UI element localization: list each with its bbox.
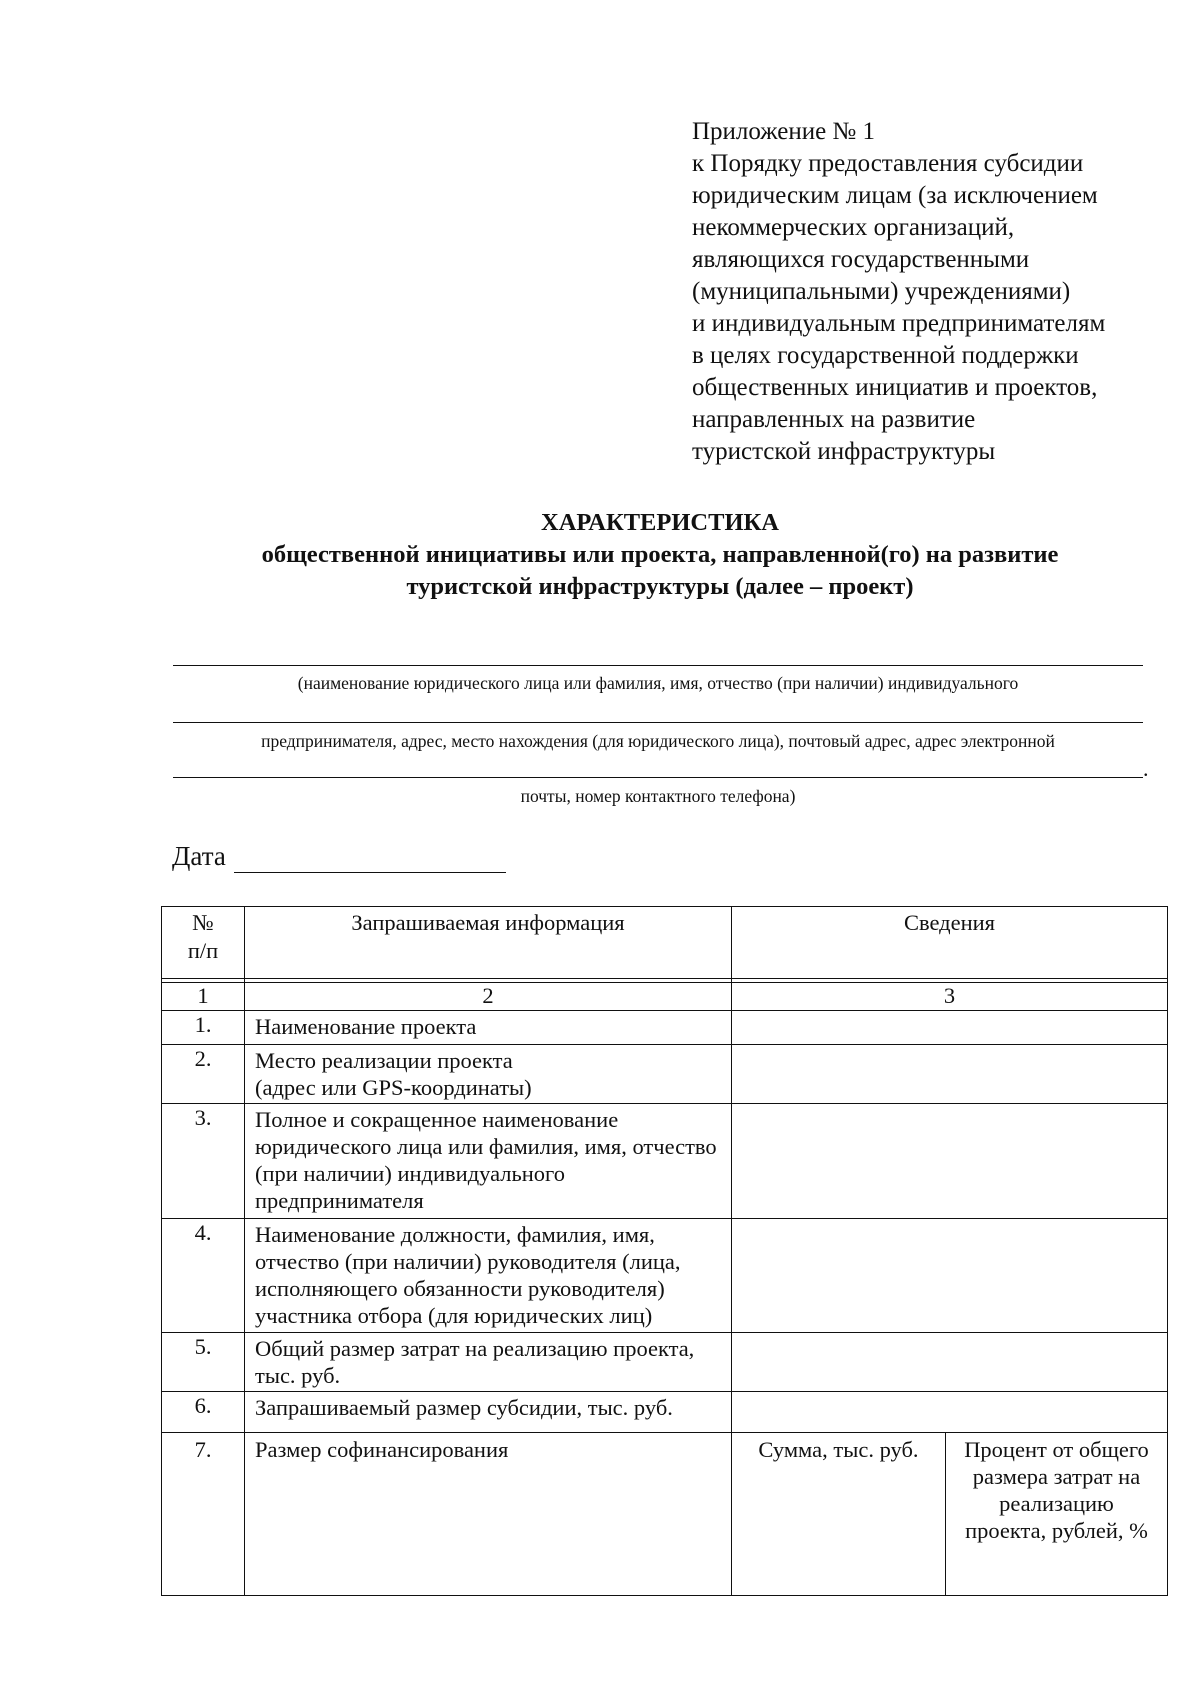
- appendix-line: Приложение № 1: [692, 118, 876, 145]
- appendix-line: общественных инициатив и проектов,: [692, 374, 1098, 401]
- applicant-caption-2: предпринимателя, адрес, место нахождения (для юридического лица), почтовый адрес, адрес электронной: [261, 731, 1055, 751]
- row-value-cell[interactable]: [732, 1333, 1168, 1392]
- table-row: [162, 1104, 1168, 1219]
- appendix-line: некоммерческих организаций,: [692, 214, 1015, 241]
- table-row: [162, 1433, 1168, 1596]
- row-number: 1.: [162, 1011, 245, 1045]
- row-label: Запрашиваемый размер субсидии, тыс. руб.: [245, 1392, 732, 1433]
- title-line-2: общественной инициативы или проекта, направленной(го) на развитие: [261, 541, 1059, 568]
- row-number: 2.: [162, 1045, 245, 1104]
- row-number: 6.: [162, 1392, 245, 1433]
- row-number: 3.: [162, 1104, 245, 1219]
- applicant-caption-1: (наименование юридического лица или фамилия, имя, отчество (при наличии) индивидуального: [297, 673, 1019, 693]
- applicant-caption-3: почты, номер контактного телефона): [520, 786, 796, 806]
- row-label: Размер софинансирования: [245, 1433, 732, 1596]
- column-number: 1: [162, 983, 245, 1011]
- row-label: Полное и сокращенное наименование юридического лица или фамилия, имя, отчество (при наличии) индивидуального предпринимателя: [245, 1104, 732, 1219]
- date-fill-line[interactable]: [234, 845, 506, 873]
- header-num: № п/п: [162, 907, 245, 979]
- appendix-line: туристской инфраструктуры: [692, 438, 996, 465]
- row-number: 4.: [162, 1219, 245, 1333]
- applicant-fill-line-1[interactable]: [173, 665, 1143, 666]
- header-info: Запрашиваемая информация: [245, 907, 732, 979]
- applicant-fill-line-3[interactable]: [173, 777, 1143, 778]
- table-column-numbers-row: [162, 983, 1168, 1011]
- row-value-cell[interactable]: [732, 1219, 1168, 1333]
- table-row: [162, 1333, 1168, 1392]
- appendix-line: к Порядку предоставления субсидии: [692, 150, 1084, 177]
- row-label: Общий размер затрат на реализацию проекта, тыс. руб.: [245, 1333, 732, 1392]
- header-details: Сведения: [732, 907, 1168, 979]
- title-line-3: туристской инфраструктуры (далее – проект): [406, 573, 914, 600]
- applicant-end-dot: .: [1143, 756, 1149, 781]
- row-label: Место реализации проекта (адрес или GPS-координаты): [245, 1045, 732, 1104]
- cofinancing-sum-cell[interactable]: Сумма, тыс. руб.: [732, 1433, 946, 1596]
- table-row: [162, 1045, 1168, 1104]
- appendix-header: [692, 116, 1162, 468]
- appendix-line: направленных на развитие: [692, 406, 976, 433]
- title-main: ХАРАКТЕРИСТИКА: [541, 509, 779, 536]
- column-number: 2: [245, 983, 732, 1011]
- row-number: 5.: [162, 1333, 245, 1392]
- info-table: [161, 906, 1168, 1596]
- date-label: Дата: [172, 841, 226, 871]
- appendix-line: юридическим лицам (за исключением: [692, 182, 1098, 209]
- appendix-line: являющихся государственными: [692, 246, 1030, 273]
- row-value-cell[interactable]: [732, 1011, 1168, 1045]
- row-value-cell[interactable]: [732, 1392, 1168, 1433]
- table-row: [162, 1011, 1168, 1045]
- column-number: 3: [732, 983, 1168, 1011]
- appendix-line: и индивидуальным предпринимателям: [692, 310, 1106, 337]
- table-row: [162, 1219, 1168, 1333]
- table-header-row: [162, 907, 1168, 979]
- row-label: Наименование проекта: [245, 1011, 732, 1045]
- cofinancing-percent-cell[interactable]: Процент от общего размера затрат на реализацию проекта, рублей, %: [946, 1433, 1168, 1596]
- row-label: Наименование должности, фамилия, имя, отчество (при наличии) руководителя (лица, исполняющего обязанности руководителя) участника отбора (для юридических лиц): [245, 1219, 732, 1333]
- appendix-line: (муниципальными) учреждениями): [692, 278, 1071, 305]
- row-value-cell[interactable]: [732, 1045, 1168, 1104]
- table-row: [162, 1392, 1168, 1433]
- row-value-cell[interactable]: [732, 1104, 1168, 1219]
- applicant-fill-line-2[interactable]: [173, 722, 1143, 723]
- row-number: 7.: [162, 1433, 245, 1596]
- appendix-line: в целях государственной поддержки: [692, 342, 1079, 369]
- document-title: [140, 507, 1180, 603]
- date-row: [172, 839, 506, 873]
